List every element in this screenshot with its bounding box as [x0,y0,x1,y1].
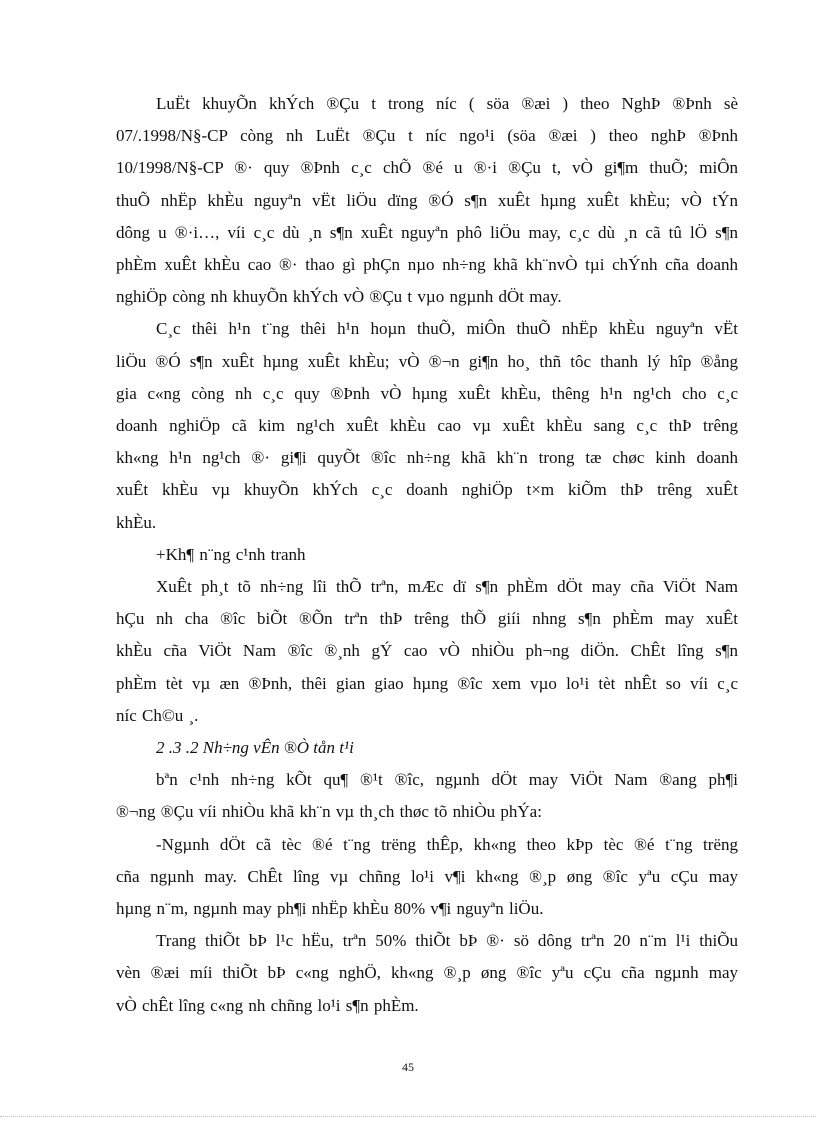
text-line: hµng n¨m, ngµnh may ph¶i nhËp khÈu 80% v¶i nguyªn liÖu. [116,899,544,919]
document-page [116,88,738,1022]
text-line: 10/1998/N§-CP ®· quy ®Þnh c¸c chÕ ®é u ®·i ®Çu t, vÒ gi¶m thuÕ; miÔn [116,158,738,178]
page-number: 45 [402,1060,414,1074]
text-line: bªn c¹nh nh÷ng kÕt qu¶ ®¹t ®îc, ngµnh dÖt may ViÖt Nam ®ang ph¶i [156,770,738,790]
text-line: XuÊt ph¸t tõ nh÷ng lîi thÕ trªn, mÆc dï s¶n phÈm dÖt may cña ViÖt Nam [156,577,738,597]
text-line: ®¬ng ®Çu víi nhiÒu khã kh¨n vµ th¸ch thøc tõ nhiÒu phÝa: [116,802,542,822]
paragraph-p4 [116,571,738,732]
text-line: -Ngµnh dÖt cã tèc ®é t¨ng trëng thÊp, kh«ng theo kÞp tèc ®é t¨ng trëng [156,834,738,854]
text-line: liÖu ®Ó s¶n xuÊt hµng xuÊt khÈu; vÒ ®¬n gi¶n ho¸ thñ tôc thanh lý hîp ®ång [116,351,738,371]
text-line: khÈu. [116,512,157,532]
page-bottom-divider [0,1116,816,1117]
paragraph-p3 [116,539,738,571]
paragraph-p6 [116,829,738,926]
text-line: phÈm tèt vµ æn ®Þnh, thêi gian giao hµng ®îc xem vµo lo¹i tèt nhÊt so víi c¸c [116,673,738,693]
text-line: +Kh¶ n¨ng c¹nh tranh [156,544,306,564]
section-heading: 2 .3 .2 Nh÷ng vÊn ®Ò tån t¹i [156,738,354,758]
text-line: hÇu nh cha ®îc biÕt ®Õn trªn thÞ trêng thÕ giíi nhng s¶n phÈm may xuÊt [116,609,738,629]
text-line: níc Ch©u ¸. [116,705,199,725]
text-line: gia c«ng còng nh c¸c quy ®Þnh vÒ hµng xuÊt khÈu, thêng h¹n ng¹ch cho c¸c [116,383,738,403]
text-line: xuÊt khÈu vµ khuyÕn khÝch c¸c doanh nghiÖp t×m kiÕm thÞ trêng xuÊt [116,480,738,500]
text-line: Trang thiÕt bÞ l¹c hËu, trªn 50% thiÕt bÞ ®· sö dông trªn 20 n¨m l¹i thiÕu [156,931,738,951]
text-line: 07/.1998/N§-CP còng nh LuËt ®Çu t níc ngo¹i (söa ®æi ) theo nghÞ ®Þnh [116,126,738,146]
text-line: khÈu cña ViÖt Nam ®îc ®¸nh gÝ cao vÒ nhiÒu ph¬ng diÖn. ChÊt lîng s¶n [116,641,738,661]
text-line: kh«ng h¹n ng¹ch ®· gi¶i quyÕt ®îc nh÷ng khã kh¨n trong tæ chøc kinh doanh [116,448,738,468]
text-line: dông u ®·i…, víi c¸c dù ¸n s¶n xuÊt nguyªn phô liÖu may, c¸c dù ¸n cã tû lÖ s¶n [116,222,738,242]
text-line: vÒ chÊt lîng c«ng nh chñng lo¹i s¶n phÈm. [116,995,419,1015]
text-line: C¸c thêi h¹n t¨ng thêi h¹n hoµn thuÕ, miÔn thuÕ nhËp khÈu nguyªn vËt [156,319,738,339]
paragraph-p5 [116,764,738,828]
text-line: LuËt khuyÕn khÝch ®Çu t trong níc ( söa ®æi ) theo NghÞ ®Þnh sè [156,94,738,113]
text-line: vèn ®æi míi thiÕt bÞ c«ng nghÖ, kh«ng ®¸p øng ®îc yªu cÇu cña ngµnh may [116,963,738,983]
text-line: phÈm xuÊt khÈu cao ®· thao gì phÇn nµo nh÷ng khã kh¨nvÒ tµi chÝnh cña doanh [116,255,738,275]
text-line: thuÕ nhËp khÈu nguyªn vËt liÖu dïng ®Ó s¶n xuÊt hµng xuÊt khÈu; vÒ tÝn [116,190,738,210]
paragraph-p7 [116,925,738,1022]
text-line: doanh nghiÖp cã kim ng¹ch xuÊt khÈu cao vµ xuÊt khÈu sang c¸c thÞ trêng [116,416,738,436]
text-line: nghiÖp còng nh khuyÕn khÝch vÒ ®Çu t vµo ngµnh dÖt may. [116,287,562,307]
text-line: cña ngµnh may. ChÊt lîng vµ chñng lo¹i v¶i kh«ng ®¸p øng ®îc yªu cÇu may [116,866,738,886]
paragraph-p1 [116,88,738,313]
paragraph-p2 [116,313,738,538]
